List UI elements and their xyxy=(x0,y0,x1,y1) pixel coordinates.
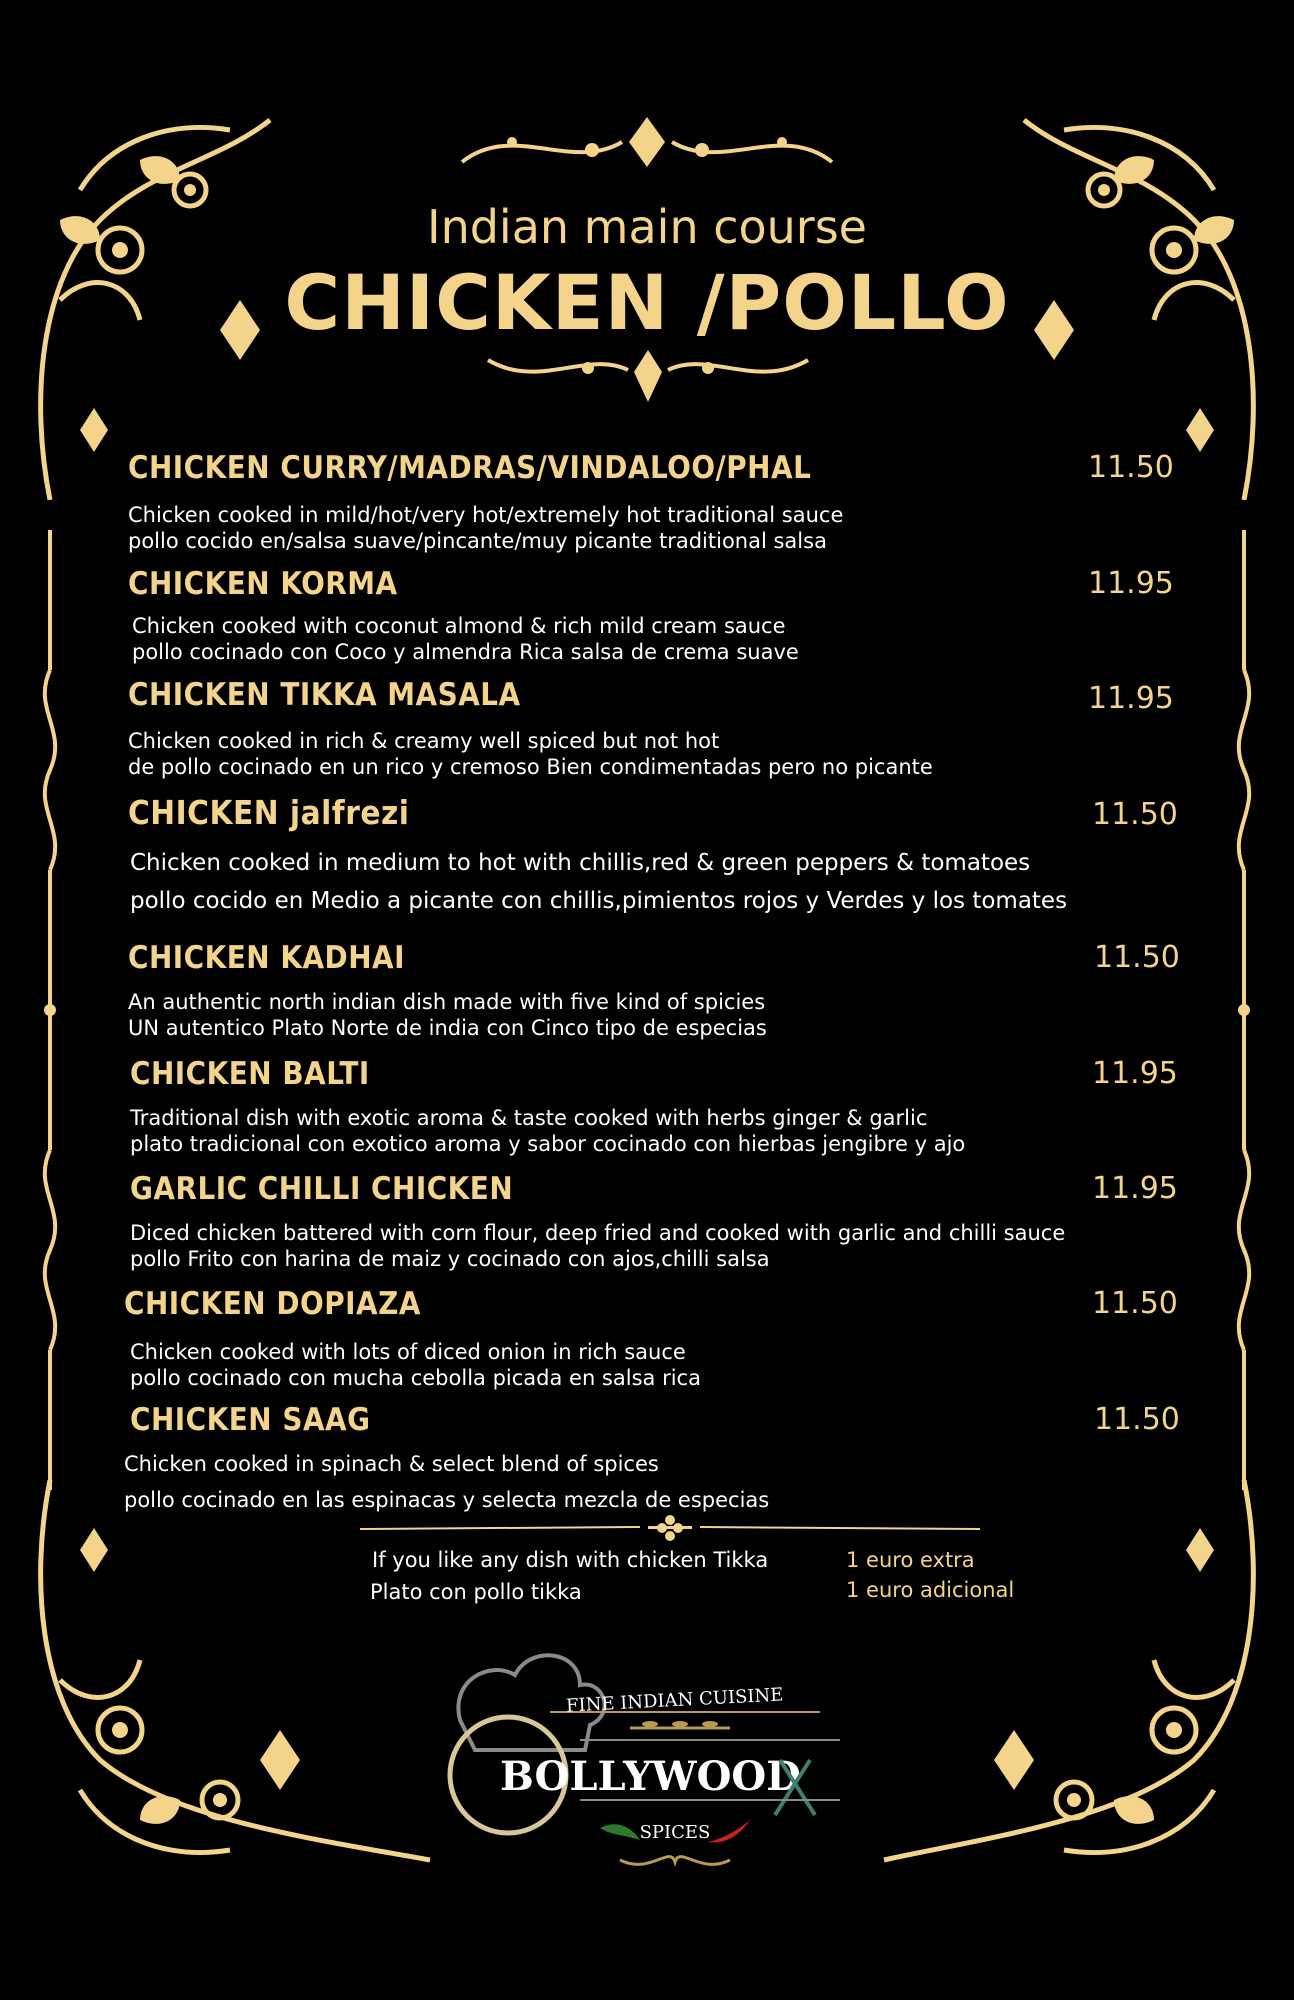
item-price: 11.50 xyxy=(1094,1402,1180,1437)
item-desc-es: pollo cocido en/salsa suave/pincante/muy picante traditional salsa xyxy=(128,529,827,553)
item-name: CHICKEN jalfrezi xyxy=(128,793,410,832)
menu-subtitle: Indian main course xyxy=(427,200,867,254)
top-center-ornament xyxy=(452,112,842,182)
logo-brand: BOLLYWOOD xyxy=(500,1753,801,1800)
tikka-note-es: Plato con pollo tikka xyxy=(370,1580,582,1604)
green-chilli-icon xyxy=(600,1824,640,1840)
item-name: CHICKEN SAAG xyxy=(130,1402,371,1438)
item-desc-en: Chicken cooked in rich & creamy well spiced but not hot xyxy=(128,729,720,753)
item-name: CHICKEN BALTI xyxy=(130,1056,370,1092)
menu-title: CHICKEN /POLLO xyxy=(284,258,1010,347)
tikka-extra-es: 1 euro adicional xyxy=(846,1578,1015,1602)
item-price: 11.95 xyxy=(1088,681,1174,716)
item-price: 11.95 xyxy=(1092,1171,1178,1206)
footer-divider xyxy=(360,1528,980,1532)
item-price: 11.50 xyxy=(1094,940,1180,975)
item-price: 11.50 xyxy=(1092,797,1178,832)
item-price: 11.50 xyxy=(1092,1286,1178,1321)
item-desc-es: pollo cocinado con mucha cebolla picada en salsa rica xyxy=(130,1366,701,1390)
item-price: 11.95 xyxy=(1088,566,1174,601)
item-desc-en: Traditional dish with exotic aroma & taste cooked with herbs ginger & garlic xyxy=(130,1106,928,1130)
item-desc-es: pollo Frito con harina de maiz y cocinado con ajos,chilli salsa xyxy=(130,1247,770,1271)
left-side-ornament xyxy=(32,530,72,1490)
item-name: CHICKEN DOPIAZA xyxy=(124,1286,421,1322)
logo-tagline: FINE INDIAN CUISINE xyxy=(565,1684,784,1717)
item-desc-es: de pollo cocinado en un rico y cremoso Bien condimentadas pero no picante xyxy=(128,755,933,779)
item-desc-en: Chicken cooked in medium to hot with chillis,red & green peppers & tomatoes xyxy=(130,850,1031,876)
item-price: 11.95 xyxy=(1092,1056,1178,1091)
item-desc-es: UN autentico Plato Norte de india con Cinco tipo de especias xyxy=(128,1016,767,1040)
item-desc-en: An authentic north indian dish made with five kind of spicies xyxy=(128,990,766,1014)
item-name: CHICKEN CURRY/MADRAS/VINDALOO/PHAL xyxy=(128,450,812,486)
item-name: GARLIC CHILLI CHICKEN xyxy=(130,1171,514,1207)
logo-sub: SPICES xyxy=(639,1822,711,1843)
bollywood-logo xyxy=(440,1640,860,1885)
item-desc-en: Chicken cooked with lots of diced onion in rich sauce xyxy=(130,1340,686,1364)
item-desc-es: pollo cocido en Medio a picante con chillis,pimientos rojos y Verdes y los tomates xyxy=(130,888,1068,914)
item-desc-en: Chicken cooked in spinach & select blend of spices xyxy=(124,1452,659,1476)
item-name: CHICKEN KORMA xyxy=(128,566,398,602)
title-underline-ornament xyxy=(478,340,818,410)
red-chilli-icon xyxy=(708,1820,750,1843)
tikka-note-en: If you like any dish with chicken Tikka xyxy=(372,1548,769,1572)
item-desc-es: pollo cocinado con Coco y almendra Rica salsa de crema suave xyxy=(132,640,799,664)
item-desc-es: plato tradicional con exotico aroma y sabor cocinado con hierbas jengibre y ajo xyxy=(130,1132,966,1156)
tikka-extra-en: 1 euro extra xyxy=(846,1548,975,1572)
item-price: 11.50 xyxy=(1088,450,1174,485)
item-name: CHICKEN KADHAI xyxy=(128,940,406,976)
item-desc-en: Chicken cooked in mild/hot/very hot/extremely hot traditional sauce xyxy=(128,503,844,527)
item-desc-en: Chicken cooked with coconut almond & rich mild cream sauce xyxy=(132,614,786,638)
item-desc-en: Diced chicken battered with corn flour, deep fried and cooked with garlic and chilli sauce xyxy=(130,1221,1066,1245)
item-name: CHICKEN TIKKA MASALA xyxy=(128,677,521,713)
item-desc-es: pollo cocinado en las espinacas y selecta mezcla de especias xyxy=(124,1488,770,1512)
right-side-ornament xyxy=(1222,530,1262,1490)
